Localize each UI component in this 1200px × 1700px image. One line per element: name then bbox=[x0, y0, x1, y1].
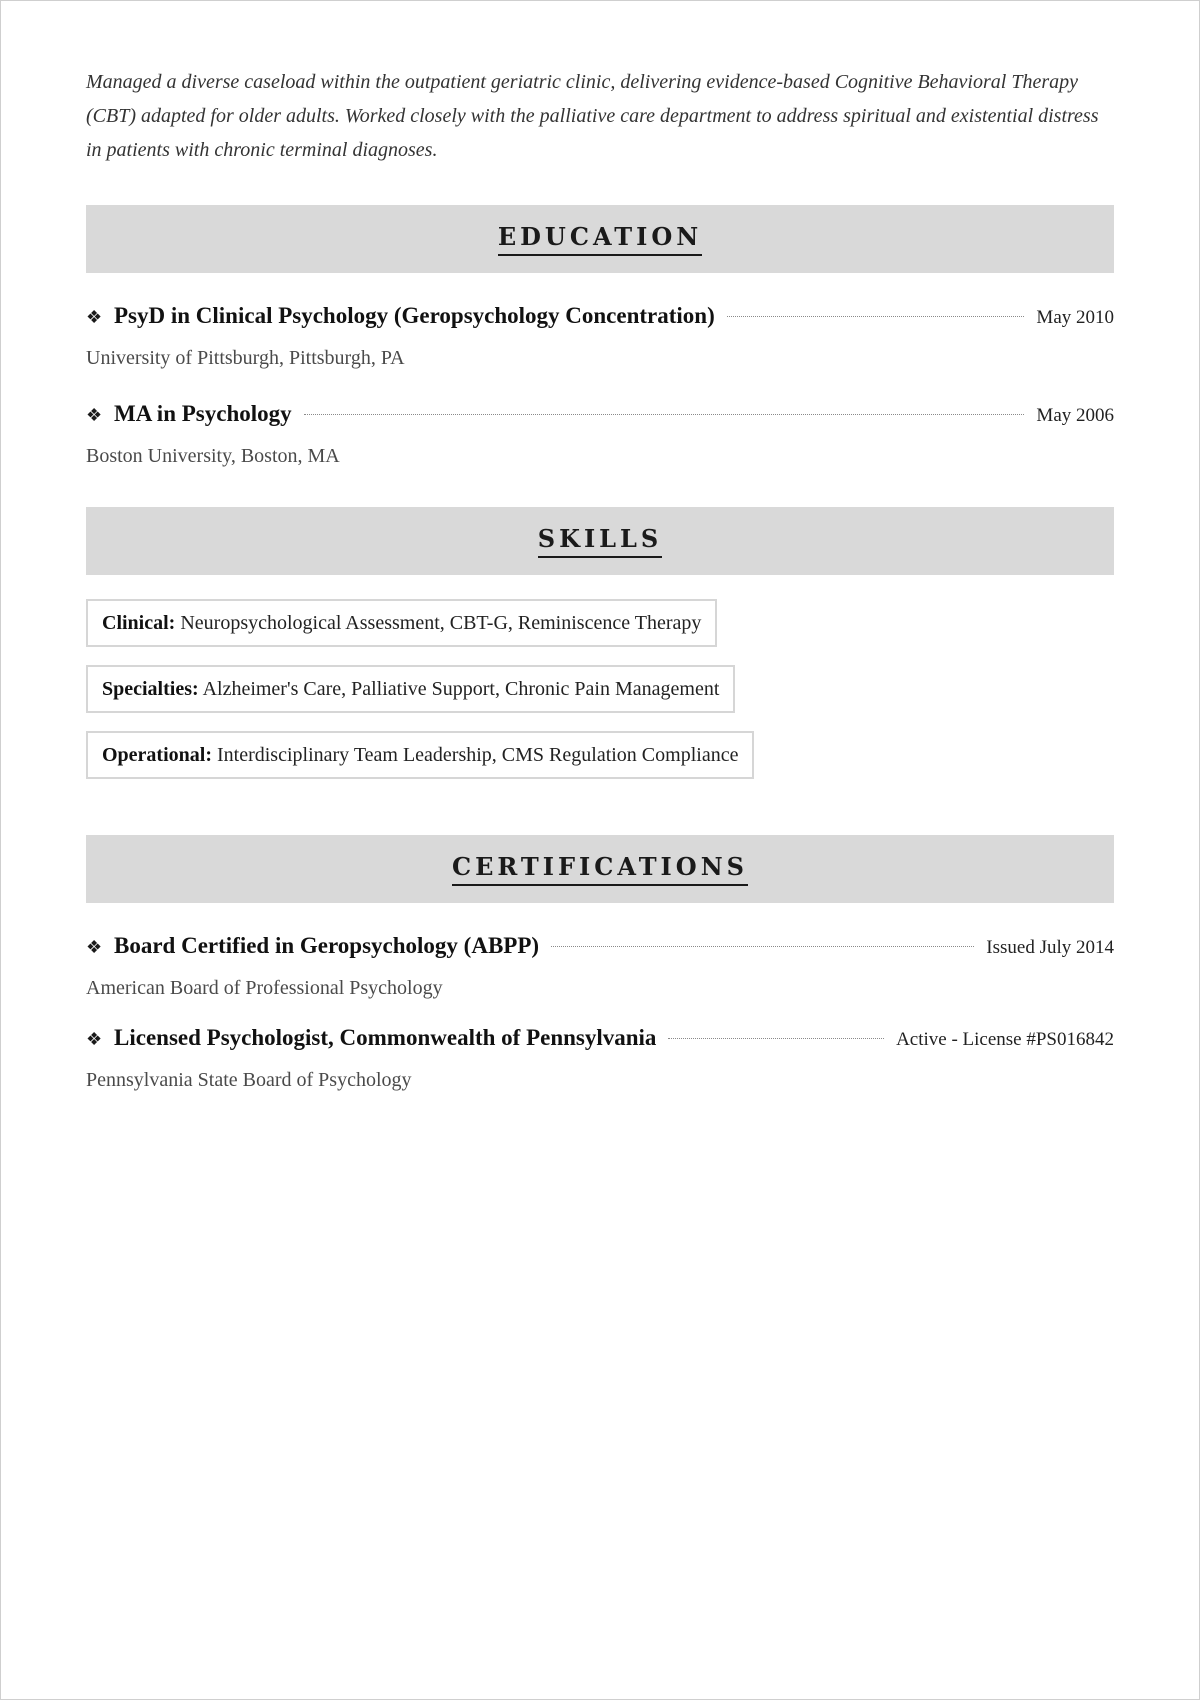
education-entry-row bbox=[86, 401, 1114, 433]
education-section-header bbox=[86, 205, 1114, 273]
certification-date: Active - License #PS016842 bbox=[896, 1029, 1114, 1050]
dotted-leader bbox=[668, 1038, 884, 1039]
skills-list bbox=[86, 575, 1114, 835]
education-entry bbox=[86, 303, 1114, 371]
skills-section-header bbox=[86, 507, 1114, 575]
certification-entry bbox=[86, 1025, 1114, 1093]
certification-name: Board Certified in Geropsychology (ABPP) bbox=[114, 933, 540, 958]
certifications-section-header bbox=[86, 835, 1114, 903]
graduation-date: May 2006 bbox=[1036, 405, 1114, 426]
diamond-bullet-icon: ❖ bbox=[86, 937, 103, 957]
certification-entry-row bbox=[86, 1025, 1114, 1057]
skills-section-title: SKILLS bbox=[538, 524, 663, 558]
certification-issuer: Pennsylvania State Board of Psychology bbox=[86, 1069, 412, 1091]
graduation-date: May 2010 bbox=[1036, 307, 1114, 328]
degree-title: MA in Psychology bbox=[114, 401, 292, 426]
skill-value: Interdisciplinary Team Leadership, CMS Regulation Compliance bbox=[217, 744, 739, 766]
skill-box-clinical bbox=[86, 599, 717, 647]
skill-box-specialties bbox=[86, 665, 735, 713]
diamond-bullet-icon: ❖ bbox=[86, 1029, 103, 1049]
certification-issuer: American Board of Professional Psychology bbox=[86, 977, 443, 999]
degree-title: PsyD in Clinical Psychology (Geropsychology Concentration) bbox=[114, 303, 715, 328]
certification-name: Licensed Psychologist, Commonwealth of Pennsylvania bbox=[114, 1025, 657, 1050]
education-entry bbox=[86, 401, 1114, 469]
skill-label: Specialties: bbox=[102, 678, 199, 700]
skill-label: Operational: bbox=[102, 744, 212, 766]
education-list bbox=[86, 273, 1114, 469]
certification-date: Issued July 2014 bbox=[986, 937, 1114, 958]
diamond-bullet-icon: ❖ bbox=[86, 307, 103, 327]
education-section-title: EDUCATION bbox=[498, 222, 702, 256]
experience-summary: Managed a diverse caseload within the outpatient geriatric clinic, delivering evidence-based Cognitive Behavioral Therapy (CBT) adapted for older adults. Worked closely with the palliative care department to address spiritual and existential distress in patients with chronic terminal diagnoses. bbox=[86, 71, 1099, 161]
school-name: Boston University, Boston, MA bbox=[86, 445, 340, 467]
skill-label: Clinical: bbox=[102, 612, 176, 634]
certification-entry-row bbox=[86, 933, 1114, 965]
education-entry-row bbox=[86, 303, 1114, 335]
certifications-list bbox=[86, 903, 1114, 1093]
diamond-bullet-icon: ❖ bbox=[86, 405, 103, 425]
dotted-leader bbox=[304, 414, 1025, 415]
dotted-leader bbox=[727, 316, 1025, 317]
skill-value: Alzheimer's Care, Palliative Support, Chronic Pain Management bbox=[202, 678, 720, 700]
certifications-section-title: CERTIFICATIONS bbox=[452, 852, 748, 886]
skill-value: Neuropsychological Assessment, CBT-G, Reminiscence Therapy bbox=[180, 612, 702, 634]
skill-box-operational bbox=[86, 731, 754, 779]
school-name: University of Pittsburgh, Pittsburgh, PA bbox=[86, 347, 405, 369]
dotted-leader bbox=[551, 946, 974, 947]
certification-entry bbox=[86, 933, 1114, 1001]
